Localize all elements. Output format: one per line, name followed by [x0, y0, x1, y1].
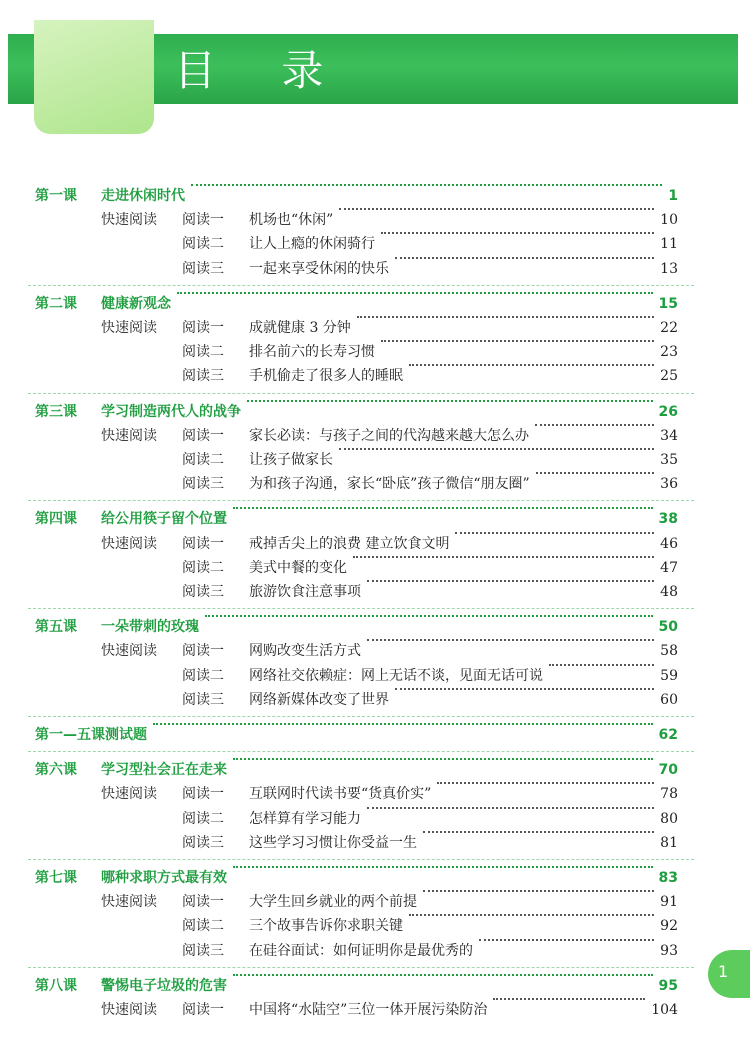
lesson-row[interactable] [0, 507, 750, 531]
lesson-row[interactable] [0, 974, 750, 998]
reading-label: 阅读三 [182, 476, 224, 493]
lesson-page-number: 26 [658, 403, 678, 420]
reading-title: 三个故事告诉你求职关键 [249, 918, 403, 935]
reading-page-number: 13 [660, 260, 678, 277]
reading-page-number: 58 [660, 643, 678, 660]
quick-reading-label: 快速阅读 [101, 535, 157, 552]
section-divider [28, 608, 694, 609]
lesson-page-number: 95 [658, 977, 678, 994]
lesson-row[interactable] [0, 758, 750, 782]
page-title: 目 录 [174, 46, 350, 95]
reading-title: 为和孩子沟通，家长“卧底”孩子微信“朋友圈” [249, 476, 530, 493]
reading-label: 阅读二 [182, 667, 224, 684]
leader-dots [153, 723, 653, 725]
reading-title: 一起来享受休闲的快乐 [249, 260, 389, 277]
reading-row[interactable] [0, 448, 750, 472]
reading-title: 这些学习习惯让你受益一生 [249, 834, 417, 851]
leader-dots [357, 316, 654, 318]
leader-dots [409, 914, 654, 916]
reading-label: 阅读三 [182, 942, 224, 959]
leader-dots [233, 866, 653, 868]
reading-title: 手机偷走了很多人的睡眠 [249, 368, 403, 385]
reading-label: 阅读三 [182, 260, 224, 277]
leader-dots [437, 782, 654, 784]
reading-title: 家长必读：与孩子之间的代沟越来越大怎么办 [249, 427, 529, 444]
section-divider [28, 500, 694, 501]
reading-page-number: 81 [660, 834, 678, 851]
reading-title: 互联网时代读书要“货真价实” [249, 786, 432, 803]
reading-row[interactable] [0, 688, 750, 712]
lesson-title: 健康新观念 [101, 295, 171, 312]
leader-dots [233, 758, 653, 760]
reading-page-number: 78 [660, 786, 678, 803]
reading-row[interactable] [0, 364, 750, 388]
reading-label: 阅读一 [182, 1002, 224, 1018]
section-divider [28, 716, 694, 717]
leader-dots [423, 890, 654, 892]
leader-dots [455, 532, 654, 534]
lesson-number: 第八课 [35, 977, 77, 994]
quick-reading-label: 快速阅读 [101, 427, 157, 444]
lesson-number: 第五课 [35, 619, 77, 636]
lesson-page-number: 83 [658, 870, 678, 886]
lesson-title: 第一—五课测试题 [35, 727, 147, 743]
reading-title: 排名前六的长寿习惯 [249, 344, 375, 361]
reading-label: 阅读一 [182, 786, 224, 803]
reading-title: 让人上瘾的休闲骑行 [249, 236, 375, 253]
reading-row[interactable] [0, 831, 750, 855]
reading-label: 阅读三 [182, 368, 224, 385]
reading-row[interactable] [0, 807, 750, 831]
section-divider [28, 393, 694, 394]
quick-reading-label: 快速阅读 [101, 894, 157, 911]
reading-page-number: 22 [660, 320, 678, 336]
lesson-title: 哪种求职方式最有效 [101, 870, 227, 886]
reading-label: 阅读三 [182, 691, 224, 708]
section-divider [28, 285, 694, 286]
lesson-number: 第一课 [35, 188, 77, 204]
leader-dots [367, 580, 654, 582]
reading-title: 在硅谷面试：如何证明你是最优秀的 [249, 942, 473, 959]
quick-reading-label: 快速阅读 [101, 320, 157, 336]
reading-page-number: 93 [660, 942, 678, 959]
reading-row[interactable] [0, 580, 750, 604]
reading-label: 阅读三 [182, 584, 224, 600]
reading-row[interactable] [0, 639, 750, 663]
reading-label: 阅读二 [182, 452, 224, 468]
leader-dots [536, 472, 654, 474]
lesson-number: 第七课 [35, 870, 77, 886]
lesson-row[interactable] [0, 723, 750, 747]
reading-page-number: 92 [660, 918, 678, 935]
quick-reading-label: 快速阅读 [101, 212, 157, 229]
leader-dots [367, 639, 654, 641]
leader-dots [177, 292, 653, 294]
reading-page-number: 36 [660, 476, 678, 493]
reading-row[interactable] [0, 664, 750, 688]
reading-page-number: 91 [660, 894, 678, 911]
reading-row[interactable] [0, 316, 750, 340]
reading-row[interactable] [0, 998, 750, 1022]
leader-dots [409, 364, 654, 366]
lesson-title: 警惕电子垃圾的危害 [101, 977, 227, 994]
reading-title: 怎样算有学习能力 [249, 810, 361, 827]
reading-page-number: 34 [660, 427, 678, 444]
reading-title: 戒掉舌尖上的浪费 建立饮食文明 [249, 535, 450, 552]
reading-row[interactable] [0, 472, 750, 496]
reading-label: 阅读一 [182, 212, 224, 229]
reading-title: 让孩子做家长 [249, 452, 333, 468]
reading-row[interactable] [0, 424, 750, 448]
quick-reading-label: 快速阅读 [101, 1002, 157, 1018]
reading-page-number: 47 [660, 559, 678, 576]
lesson-title: 走进休闲时代 [101, 188, 185, 204]
section-divider [28, 859, 694, 860]
lesson-title: 学习型社会正在走来 [101, 762, 227, 779]
reading-label: 阅读二 [182, 344, 224, 361]
reading-row[interactable] [0, 532, 750, 556]
leader-dots [353, 556, 654, 558]
leader-dots [493, 998, 645, 1000]
reading-title: 大学生回乡就业的两个前提 [249, 894, 417, 911]
reading-label: 阅读三 [182, 834, 224, 851]
leader-dots [339, 208, 654, 210]
leader-dots [191, 184, 662, 186]
lesson-page-number: 62 [658, 727, 678, 743]
quick-reading-label: 快速阅读 [101, 643, 157, 660]
leader-dots [233, 974, 653, 976]
reading-title: 美式中餐的变化 [249, 559, 347, 576]
leader-dots [395, 688, 654, 690]
lesson-page-number: 38 [658, 511, 678, 528]
lesson-row[interactable] [0, 184, 750, 208]
lesson-number: 第四课 [35, 511, 77, 528]
quick-reading-label: 快速阅读 [101, 786, 157, 803]
reading-row[interactable] [0, 340, 750, 364]
lesson-row[interactable] [0, 400, 750, 424]
reading-page-number: 11 [660, 236, 678, 253]
reading-page-number: 104 [651, 1002, 678, 1018]
leader-dots [535, 424, 654, 426]
lesson-title: 一朵带刺的玫瑰 [101, 619, 199, 636]
leader-dots [479, 939, 654, 941]
reading-page-number: 60 [660, 691, 678, 708]
leader-dots [423, 831, 654, 833]
reading-title: 机场也“休闲” [249, 212, 334, 229]
lesson-page-number: 50 [658, 619, 678, 636]
leader-dots [381, 232, 654, 234]
reading-title: 成就健康 3 分钟 [249, 320, 351, 336]
reading-page-number: 59 [660, 667, 678, 684]
section-divider [28, 967, 694, 968]
reading-row[interactable] [0, 939, 750, 963]
reading-page-number: 80 [660, 810, 678, 827]
lesson-row[interactable] [0, 866, 750, 890]
lesson-row[interactable] [0, 615, 750, 639]
reading-title: 网购改变生活方式 [249, 643, 361, 660]
reading-row[interactable] [0, 257, 750, 281]
section-divider [28, 751, 694, 752]
lesson-number: 第二课 [35, 295, 77, 312]
lesson-page-number: 1 [668, 188, 678, 204]
reading-title: 旅游饮食注意事项 [249, 584, 361, 600]
reading-label: 阅读一 [182, 643, 224, 660]
reading-page-number: 25 [660, 368, 678, 385]
leader-dots [247, 400, 653, 402]
reading-row[interactable] [0, 890, 750, 914]
reading-title: 中国将“水陆空”三位一体开展污染防治 [249, 1002, 488, 1018]
reading-page-number: 10 [660, 212, 678, 229]
reading-row[interactable] [0, 782, 750, 806]
leader-dots [339, 448, 654, 450]
reading-row[interactable] [0, 208, 750, 232]
reading-label: 阅读一 [182, 320, 224, 336]
page-number: 1 [718, 962, 729, 981]
leader-dots [233, 507, 653, 509]
lesson-page-number: 70 [658, 762, 678, 779]
reading-title: 网络新媒体改变了世界 [249, 691, 389, 708]
leader-dots [381, 340, 654, 342]
reading-label: 阅读二 [182, 918, 224, 935]
leader-dots [395, 257, 654, 259]
reading-label: 阅读一 [182, 894, 224, 911]
lesson-page-number: 15 [658, 295, 678, 312]
reading-row[interactable] [0, 232, 750, 256]
reading-title: 网络社交依赖症：网上无话不谈，见面无话可说 [249, 667, 543, 684]
reading-page-number: 35 [660, 452, 678, 468]
lesson-number: 第三课 [35, 403, 77, 420]
reading-page-number: 23 [660, 344, 678, 361]
reading-label: 阅读一 [182, 535, 224, 552]
lesson-row[interactable] [0, 292, 750, 316]
leader-dots [549, 664, 654, 666]
reading-row[interactable] [0, 556, 750, 580]
reading-label: 阅读二 [182, 810, 224, 827]
reading-row[interactable] [0, 914, 750, 938]
lesson-number: 第六课 [35, 762, 77, 779]
reading-label: 阅读一 [182, 427, 224, 444]
reading-page-number: 48 [660, 584, 678, 600]
reading-page-number: 46 [660, 535, 678, 552]
reading-label: 阅读二 [182, 559, 224, 576]
lesson-title: 给公用筷子留个位置 [101, 511, 227, 528]
reading-label: 阅读二 [182, 236, 224, 253]
page-number-tab [708, 950, 750, 998]
lesson-title: 学习制造两代人的战争 [101, 403, 241, 420]
leader-dots [367, 807, 654, 809]
leader-dots [205, 615, 653, 617]
